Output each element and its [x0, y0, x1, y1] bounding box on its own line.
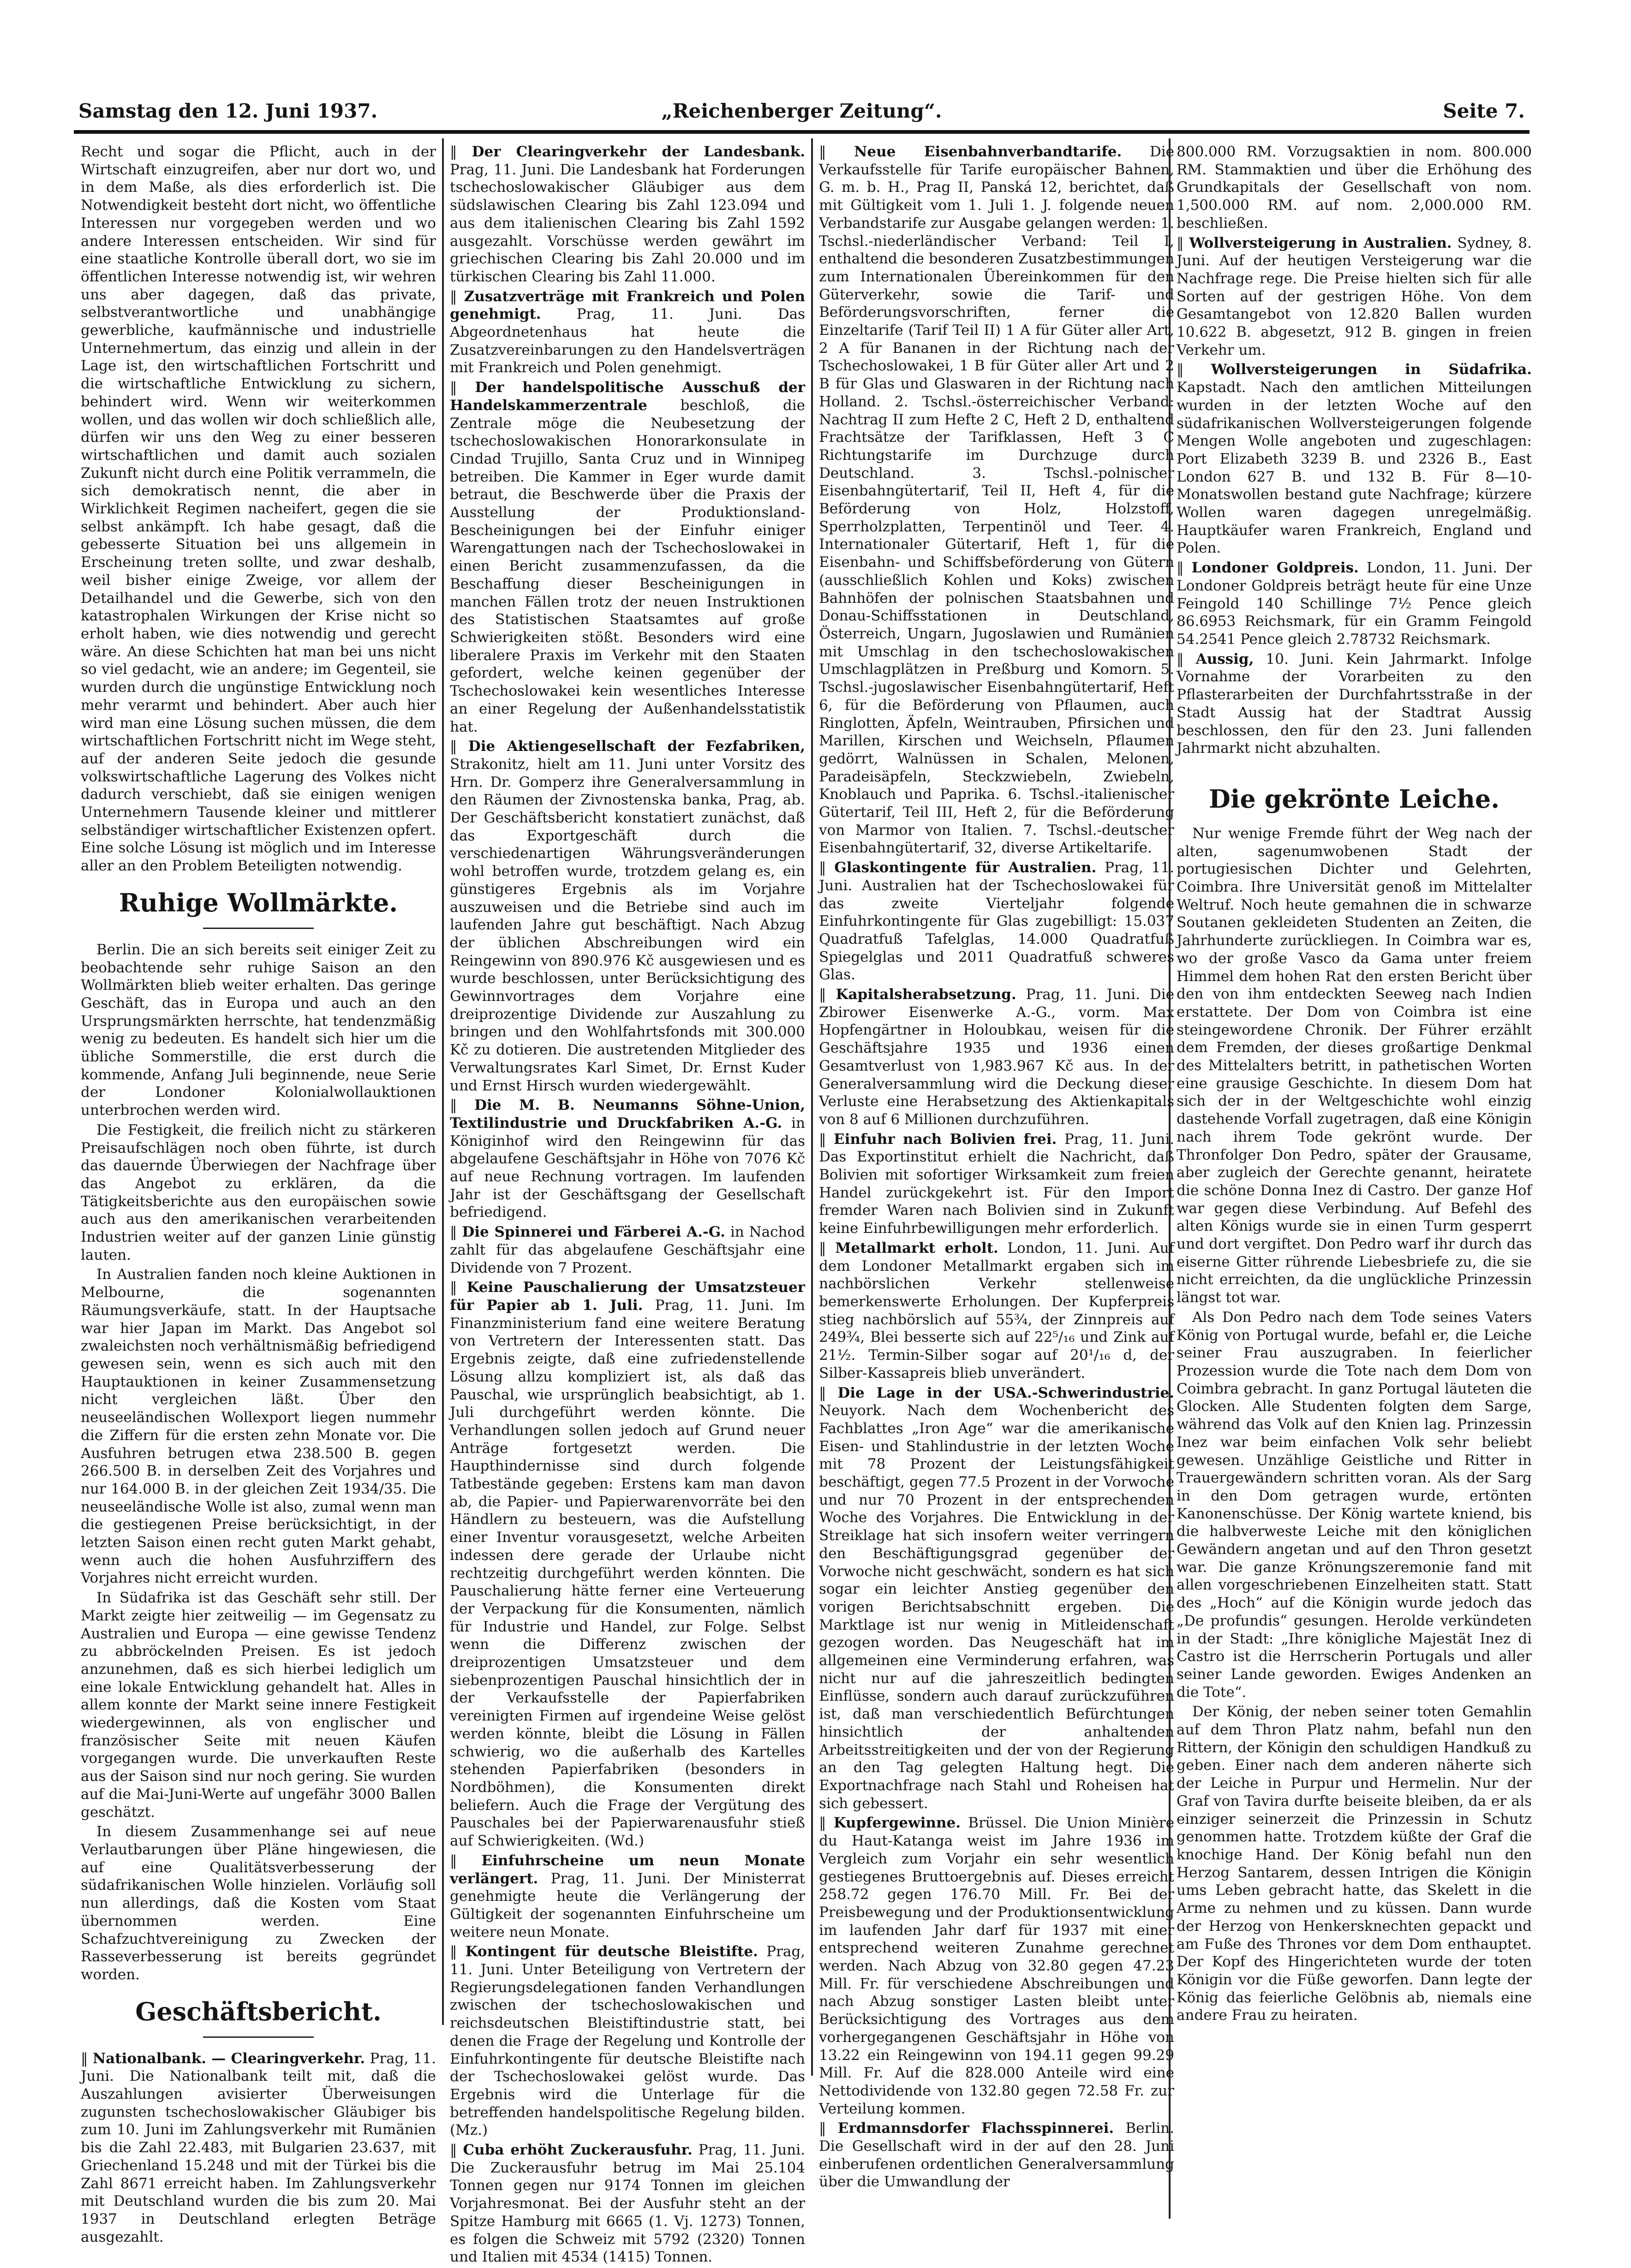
- masthead-rule: [74, 130, 1529, 134]
- news-item: ‖ Wollversteigerungen in Südafrika. Kapstadt. Nach den amtlichen Mitteilungen wurden in der letzten Woche auf den südafrikanischen Wollversteigerungen folgende Mengen Wolle angeboten und zugeschlagen: Port Elizabeth 3239 B. und 2326 B., East London 627 B. und 132 B. Für 8—10-Monatswollen bestand gute Nachfrage; kürzere Wollen waren dagegen unregelmäßig. Hauptkäufer waren Frankreich, England und Polen.: [1177, 361, 1532, 557]
- news-item-heading: Der Clearingverkehr der Landesbank.: [472, 143, 805, 160]
- news-item: ‖ Keine Pauschalierung der Umsatzsteuer für Papier ab 1. Juli. Prag, 11. Juni. Im Finanzministerium fand eine weitere Beratung von Vertretern der Interessenten statt. Das Ergebnis zeigte, daß eine zufriedenstellende Lösung allzu kompliziert ist, als daß das Pauschal, wie ursprünglich beabsichtigt, ab 1. Juli durchgeführt werden könnte. Die Verhandlungen sollen jedoch auf Grund neuer Anträge fortgesetzt werden. Die Haupthindernisse sind durch folgende Tatbestände gegeben: Erstens kam man davon ab, die Papier- und Papierwarenvorräte bei den Händlern zu besteuern, was die Aufstellung einer Inventur vorausgesetzt, welche Arbeiten indessen dere gerade der Urlaube nicht rechtzeitig durchgeführt werden könnten. Die Pauschalierung hätte ferner eine Verteuerung der Verpackung für die Konsumenten, nämlich für Industrie und Handel, zur Folge. Selbst wenn die Differenz zwischen der dreiprozentigen Umsatzsteuer und dem siebenprozentigen Pauschal hinsichtlich der in der Verkaufsstelle der Papierfabriken vereinigten Firmen auf irgendeine Weise gelöst werden könnte, bleibt die Lösung in Fällen schwierig, wo die außerhalb des Kartelles stehenden Papierfabriken (besonders in Nordböhmen), die Konsumenten direkt beliefern. Auch die Frage der Vergütung des Pauschales bei der Papierwarenausfuhr stieß auf Schwierigkeiten. (Wd.): [450, 1279, 805, 1850]
- news-item-text: Prag, 11. Juni. Die Zuckerausfuhr betrug im Mai 25.104 Tonnen gegen nur 9174 Tonnen im gleichen Vorjahresmonat. Bei der Ausfuhr steht an der Spitze Hamburg mit 6665 (1. Vj. 1273) Tonnen, es folgen die Schweiz mit 5792 (2320) Tonnen und Italien mit 4534 (1415) Tonnen.: [450, 2142, 805, 2266]
- news-item: ‖ Kontingent für deutsche Bleistifte. Prag, 11. Juni. Unter Beteiligung von Vertretern der Regierungsdelegationen fanden Verhandlungen zwischen der tschechoslowakischen und reichsdeutschen Bleistiftindustrie statt, bei denen die Frage der Regelung und Kontrolle der Einfuhrkontingente für deutsche Bleistifte nach der Tschechoslowakei gelöst wurde. Das Ergebnis wird die Unterlage für die betreffenden handelspolitische Regelung bilden. (Mz.): [450, 1943, 806, 2139]
- news-item-heading: Die Spinnerei und Färberei A.-G.: [462, 1224, 725, 1241]
- news-item-heading: Die M. B. Neumanns Söhne-Union, Textilindustrie und Druckfabriken A.-G.: [450, 1097, 805, 1131]
- news-item-text: Die Verkaufsstelle für Tarife europäischer Bahnen, G. m. b. H., Prag II, Panská 12, berichtet, daß mit Gültigkeit vom 1. Juli 1. J. folgende neuen Verbandstarife zur Ausgabe gelangen werden: 1. Tschsl.-niederländischer Verband: Teil I, enthaltend die besonderen Zusatzbestimmungen zum Internationalen Übereinkommen für den Güterverkehr, sowie die Tarif- und Beförderungsvorschriften, ferner die Einzeltarife (Tarif Teil II) 1 A für Güter aller Art, 2 A für Bananen in der Richtung nach der Tschechoslowakei, 1 B für Güter aller Art und 2 B für Glas und Glaswaren in der Richtung nach Holland. 2. Tschsl.-österreichischer Verband: Nachtrag II zum Hefte 2 C, Heft 2 D, enthaltend Frachtsätze der Tarifklassen, Heft 3 C Richtungstarife im Durchzuge durch Deutschland. 3. Tschsl.-polnischer Eisenbahngütertarif, Teil II, Heft 4, für die Beförderung von Holz, Holzstoff, Sperrholzplatten, Terpentinöl und Teer. 4. Internationaler Gütertarif, Heft 1, für die Eisenbahn- und Schiffsbeförderung von Gütern (ausschließlich Kohlen und Koks) zwischen Bahnhöfen der polnischen Staatsbahnen und Donau-Schiffsstationen in Deutschland, Österreich, Ungarn, Jugoslawien und Rumänien mit Umschlag in den tschechoslowakischen Umschlagplätzen in Preßburg und Komorn. 5. Tschsl.-jugoslawischer Eisenbahngütertarif, Heft 6, für die Beförderung von Pflaumen, auch Ringlotten, Äpfeln, Weintrauben, Pfirsichen und Marillen, Kirschen und Weichseln, Pflaumen gedörrt, Walnüssen in Schalen, Melonen, Paradeisäpfeln, Steckzwiebeln, Zwiebeln, Knoblauch und Paprika. 6. Tschsl.-italienischer Gütertarif, Teil III, Heft 2, für die Beförderung von Marmor von Italien. 7. Tschsl.-deutscher Eisenbahngütertarif, 32, diverse Artikeltarife.: [819, 143, 1174, 857]
- news-item-text: Prag, 11. Juni. Der Ministerrat genehmigte heute die Verlängerung der Gültigkeit der sogenannten Einfuhrscheine um weitere neun Monate.: [450, 1870, 805, 1941]
- news-item-heading: Einfuhrscheine um neun Monate verlängert.: [450, 1852, 805, 1887]
- news-item-text: Prag, 11. Juni. Australien hat der Tschechoslowakei für das zweite Vierteljahr folgende Einfuhrkontingente für Glas zugebilligt: 15.037 Quadratfuß Tafelglas, 14.000 Quadratfuß Spiegelglas und 2011 Quadratfuß schweres Glas.: [819, 859, 1175, 983]
- column-divider: [811, 138, 813, 2076]
- news-item: ‖ Nationalbank. — Clearingverkehr. Prag, 11. Juni. Die Nationalbank teilt mit, daß die Auszahlungen avisierter Überweisungen zugunsten tschechoslowakischer Gläubiger bis zum 10. Juni im Zahlungsverkehr mit Rumänien bis die Zahl 22.483, mit Bulgarien 23.637, mit Griechenland 15.248 und mit der Türkei bis die Zahl 8671 erreicht haben. Im Zahlungsverkehr mit Deutschland wurden die bis zum 20. Mai 1937 in Deutschland erlegten Beträge ausgezahlt.: [81, 2050, 436, 2245]
- news-item-text: Prag, 11. Juni. Das Exportinstitut erhielt die Nachricht, daß Bolivien mit sofortiger Wirksamkeit zum freien Handel zurückgekehrt ist. Für den Import fremder Waren nach Bolivien sind in Zukunft keine Einfuhrbewilligungen mehr erforderlich.: [819, 1131, 1175, 1237]
- news-item: ‖ Aussig, 10. Juni. Kein Jahrmarkt. Infolge Vornahme der Vorarbeiten zu den Pflasterarbeiten der Durchfahrtsstraße in der Stadt Aussig hat der Stadtrat Aussig beschlossen, den für den 23. Juni fallenden Jahrmarkt nicht abzuhalten.: [1177, 650, 1532, 757]
- news-item-heading: Kupfergewinne.: [833, 1815, 961, 1832]
- column-1: [81, 143, 436, 2248]
- news-item: ‖ Erdmannsdorfer Flachsspinnerei. Berlin. Die Gesellschaft wird in der auf den 28. Juni einberufenen ordentlichen Generalversammlung über die Umwandlung der: [819, 2120, 1174, 2191]
- news-item-text: Strakonitz, hielt am 11. Juni unter Vorsitz des Hrn. Dr. Gomperz ihre Generalversammlung in den Räumen der Zivnostenska banka, Prag, ab. Der Geschäftsbericht konstatiert zunächst, daß das Exportgeschäft durch die verschiedenartigen Währungsveränderungen wohl betroffen wurde, trotzdem gelang es, ein günstigeres Ergebnis als im Vorjahre auszuweisen und die Betriebe sind auch im laufenden Jahre gut beschäftigt. Nach Abzug der üblichen Abschreibungen wird ein Reingewinn von 890.976 Kč ausgewiesen und es wurde beschlossen, unter Berücksichtigung des Gewinnvortrages dem Vorjahre eine dreiprozentige Dividende zur Auszahlung zu bringen und den Wohlfahrtsfonds mit 300.000 Kč zu dotieren. Die austretenden Mitglieder des Verwaltungsrates Karl Simet, Dr. Ernst Kuder und Ernst Hirsch wurden wiedergewählt.: [450, 756, 805, 1094]
- column-4: [1177, 143, 1532, 2026]
- news-item-text: beschloß, die Zentrale möge die Neubesetzung der tschechoslowakischen Honorarkonsulate in Cindad Trujillo, Santa Cruz und in Winnipeg betreiben. Die Kammer in Eger wurde damit betraut, die Beschwerde über die Praxis der Ausstellung der Produktionsland-Bescheinigungen bei der Einfuhr einiger Warengattungen nach der Tschechoslowakei in einen Bericht zusammenzufassen, da die Beschaffung dieser Bescheinigungen in manchen Fällen trotz der neuen Instruktionen des Statistischen Staatsamtes auf große Schwierigkeiten stößt. Besonders wird eine liberalere Praxis im Verkehr mit den Staaten gefordert, welche keinen gegenüber der Tschechoslowakei kein wesentliches Interesse an einer Regelung der Außenhandelsstatistik hat.: [450, 397, 805, 735]
- news-item: ‖ Der handelspolitische Ausschuß der Handelskammerzentrale beschloß, die Zentrale möge die Neubesetzung der tschechoslowakischen Honorarkonsulate in Cindad Trujillo, Santa Cruz und in Winnipeg betreiben. Die Kammer in Eger wurde damit betraut, die Beschwerde über die Praxis der Ausstellung der Produktionsland-Bescheinigungen bei der Einfuhr einiger Warengattungen nach der Tschechoslowakei in einen Bericht zusammenzufassen, da die Beschaffung dieser Bescheinigungen in manchen Fällen trotz der neuen Instruktionen des Statistischen Staatsamtes auf große Schwierigkeiten stößt. Besonders wird eine liberalere Praxis im Verkehr mit den Staaten gefordert, welche keinen gegenüber der Tschechoslowakei kein wesentliches Interesse an einer Regelung der Außenhandelsstatistik hat.: [450, 379, 805, 735]
- news-item-heading: Erdmannsdorfer Flachsspinnerei.: [837, 2120, 1114, 2137]
- news-item: ‖ Einfuhrscheine um neun Monate verlängert. Prag, 11. Juni. Der Ministerrat genehmigte heute die Verlängerung der Gültigkeit der sogenannten Einfuhrscheine um weitere neun Monate.: [450, 1852, 805, 1941]
- news-item: ‖ Kupfergewinne. Brüssel. Die Union Minière du Haut-Katanga weist im Jahre 1936 im Vergleich zum Vorjahr ein sehr wesentlich gestiegenes Bruttoergebnis auf. Dieses erreicht 258.72 gegen 176.70 Mill. Fr. Bei der Preisbewegung und der Produktionsentwicklung im laufenden Jahr darf für 1937 mit einer entsprechend weiteren Zunahme gerechnet werden. Nach Abzug von 32.80 gegen 47.23 Mill. Fr. für verschiedene Abschreibungen und nach Abzug sonstiger Lasten bleibt unter Berücksichtigung des Vortrages aus dem vorhergegangenen Geschäftsjahr in Höhe von 13.22 ein Reingewinn von 194.11 gegen 99.29 Mill. Fr. Auf die 828.000 Anteile wird eine Nettodividende von 132.80 gegen 72.58 Fr. zur Verteilung kommen.: [819, 1815, 1175, 2117]
- news-item-heading: Einfuhr nach Bolivien frei.: [833, 1131, 1057, 1148]
- news-item-text: Prag, 11. Juni. Unter Beteiligung von Vertretern der Regierungsdelegationen fanden Verhandlungen zwischen der tschechoslowakischen und reichsdeutschen Bleistiftindustrie statt, bei denen die Frage der Regelung und Kontrolle der Einfuhrkontingente für deutsche Bleistifte nach der Tschechoslowakei gelöst wurde. Das Ergebnis wird die Unterlage für die betreffenden handelspolitische Regelung bilden. (Mz.): [450, 1943, 806, 2139]
- column-divider: [442, 138, 444, 2025]
- news-item-text: Berlin. Die Gesellschaft wird in der auf den 28. Juni einberufenen ordentlichen Generalversammlung über die Umwandlung der: [819, 2120, 1174, 2191]
- news-item: ‖ Glaskontingente für Australien. Prag, 11. Juni. Australien hat der Tschechoslowakei für das zweite Vierteljahr folgende Einfuhrkontingente für Glas zugebilligt: 15.037 Quadratfuß Tafelglas, 14.000 Quadratfuß Spiegelglas und 2011 Quadratfuß schweres Glas.: [819, 859, 1175, 983]
- news-item-heading: Zusatzverträge mit Frankreich und Polen genehmigt.: [450, 288, 805, 323]
- newspaper-title: „Reichenberger Zeitung“.: [661, 100, 942, 122]
- story-paragraph: Nur wenige Fremde führt der Weg nach der alten, sagenumwobenen Stadt der portugiesischen Dichter und Gelehrten, Coimbra. Ihre Universität genoß im Mittelalter Weltruf. Noch heute gemahnen die in schwarze Soutanen gekleideten Studenten an Zeiten, die Jahrhunderte zurückliegen. In Coimbra war es, wo der große Vasco da Gama unter freiem Himmel dem hohen Rat den ersten Bericht über den von ihm entdeckten Seeweg nach Indien erstattete. Der Dom von Coimbra ist eine steingewordene Chronik. Der Führer erzählt dem Fremden, der dieses großartige Denkmal des Mittelalters betritt, in pathetischen Worten eine grausige Geschichte. In diesem Dom hat sich der in der Weltgeschichte wohl einzig dastehende Vorfall zugetragen, daß eine Königin nach ihrem Tode gekrönt wurde. Der Thronfolger Don Pedro, später der Grausame, aber zugleich der Gerechte genannt, heiratete die schöne Donna Inez di Castro. Der ganze Hof war gegen diese Verbindung. Auf Befehl des alten Königs wurde sie in einen Turm gesperrt und dort vergiftet. Don Pedro warf ihr durch das eiserne Gitter rührende Liebesbriefe zu, die sie nicht erreichten, da die unglückliche Prinzessin längst tot war.: [1177, 825, 1532, 1306]
- news-item-heading: Der handelspolitische Ausschuß der Handelskammerzentrale: [450, 379, 805, 414]
- news-item: ‖ Der Clearingverkehr der Landesbank. Prag, 11. Juni. Die Landesbank hat Forderungen tschechoslowakischer Gläubiger aus dem südslawischen Clearing bis Zahl 123.094 und aus dem italienischen Clearing bis Zahl 1592 ausgezahlt. Vorschüsse werden gewährt im griechischen Clearing bis Zahl 20.000 und im türkischen Clearing bis Zahl 11.000.: [450, 143, 805, 285]
- news-item-text: Brüssel. Die Union Minière du Haut-Katanga weist im Jahre 1936 im Vergleich zum Vorjahr ein sehr wesentlich gestiegenes Bruttoergebnis auf. Dieses erreicht 258.72 gegen 176.70 Mill. Fr. Bei der Preisbewegung und der Produktionsentwicklung im laufenden Jahr darf für 1937 mit einer entsprechend weiteren Zunahme gerechnet werden. Nach Abzug von 32.80 gegen 47.23 Mill. Fr. für verschiedene Abschreibungen und nach Abzug sonstiger Lasten bleibt unter Berücksichtigung des Vortrages aus dem vorhergegangenen Geschäftsjahr in Höhe von 13.22 ein Reingewinn von 194.11 gegen 99.29 Mill. Fr. Auf die 828.000 Anteile wird eine Nettodividende von 132.80 gegen 72.58 Fr. zur Verteilung kommen.: [819, 1815, 1175, 2117]
- news-item: ‖ Die Aktiengesellschaft der Fezfabriken, Strakonitz, hielt am 11. Juni unter Vorsitz des Hrn. Dr. Gomperz ihre Generalversammlung in den Räumen der Zivnostenska banka, Prag, ab. Der Geschäftsbericht konstatiert zunächst, daß das Exportgeschäft durch die verschiedenartigen Währungsveränderungen wohl betroffen wurde, trotzdem gelang es, ein günstigeres Ergebnis als im Vorjahre auszuweisen und die Betriebe sind auch im laufenden Jahre gut beschäftigt. Nach Abzug der üblichen Abschreibungen wird ein Reingewinn von 890.976 Kč ausgewiesen und es wurde beschlossen, unter Berücksichtigung des Gewinnvortrages dem Vorjahre eine dreiprozentige Dividende zur Auszahlung zu bringen und den Wohlfahrtsfonds mit 300.000 Kč zu dotieren. Die austretenden Mitglieder des Verwaltungsrates Karl Simet, Dr. Ernst Kuder und Ernst Hirsch wurden wiedergewählt.: [450, 738, 805, 1094]
- news-item-text: 10. Juni. Kein Jahrmarkt. Infolge Vornahme der Vorarbeiten zu den Pflasterarbeiten der Durchfahrtsstraße in der Stadt Aussig hat der Stadtrat Aussig beschlossen, den für den 23. Juni fallenden Jahrmarkt nicht abzuhalten.: [1177, 650, 1532, 757]
- news-item-heading: Glaskontingente für Australien.: [834, 859, 1097, 876]
- news-item: ‖ Die Lage in der USA.-Schwerindustrie. Neuyork. Nach dem Wochenbericht des Fachblattes „Iron Age“ war die amerikanische Eisen- und Stahlindustrie in der letzten Woche mit 78 Prozent der Leistungsfähigkeit beschäftigt, gegen 77.5 Prozent in der Vorwoche und nur 70 Prozent in der entsprechenden Woche des Vorjahres. Die Entwicklung in der Streiklage hat sich insofern weiter verringern den Beschäftigungsgrad gegenüber der Vorwoche nicht geschwächt, sondern es hat sich sogar ein leichter Anstieg gegenüber den vorigen Berichtsabschnitt ergeben. Die Marktlage ist nur wenig in Mitleidenschaft gezogen worden. Das Neugeschäft hat im allgemeinen eine Verminderung erfahren, was nicht nur auf die jahreszeitlich bedingten Einflüsse, sondern auch darauf zurückzuführen ist, daß man verschiedentlich Befürchtungen hinsichtlich der anhaltenden Arbeitsstreitigkeiten und der von der Regierung an den Tag gelegten Haltung hegt. Die Exportnachfrage nach Stahl und Roheisen hat sich gebessert.: [819, 1384, 1174, 1812]
- article-continuation: 800.000 RM. Vorzugsaktien in nom. 800.000 RM. Stammaktien und über die Erhöhung des Grundkapitals der Gesellschaft von nom. 1,500.000 RM. auf nom. 2,000.000 RM. beschließen.: [1177, 143, 1532, 232]
- news-item-heading: Neue Eisenbahnverbandtarife.: [854, 143, 1122, 160]
- news-item-heading: Wollversteigerungen in Südafrika.: [1211, 361, 1532, 378]
- news-item: ‖ Zusatzverträge mit Frankreich und Polen genehmigt. Prag, 11. Juni. Das Abgeordnetenhaus hat heute die Zusatzvereinbarungen zu den Handelsverträgen mit Frankreich und Polen genehmigt.: [450, 288, 806, 376]
- story-paragraph: Der König, der neben seiner toten Gemahlin auf dem Thron Platz nahm, befahl nun den Rittern, der Königin den schuldigen Handkuß zu geben. Einer nach dem anderen näherte sich der Leiche in Purpur und Hermelin. Nur der Graf von Tavira durfte beiseite bleiben, da er als einziger seinerzeit die Prinzessin in Schutz genommen hatte. Trotzdem küßte der Graf die knochige Hand. Der König befahl nun den Herzog Santarem, dessen Intrigen die Königin ums Leben gebracht hatte, das Skelett in die Arme zu nehmen und zu küssen. Dann wurde der Herzog von Henkersknechten gepackt und am Fuße des Thrones vor dem Dom enthauptet. Der Kopf des Hingerichteten wurde der toten Königin vor die Füße geworfen. Dann legte der König das feierliche Gelöbnis ab, niemals eine andere Frau zu heiraten.: [1177, 1703, 1532, 2024]
- news-item-heading: Cuba erhöht Zuckerausfuhr.: [463, 2142, 693, 2159]
- paragraph: In Australien fanden noch kleine Auktionen in Melbourne, die sogenannten Räumungsverkäufe, statt. In der Hauptsache war hier Japan im Markt. Das Angebot sol zwaleichsten noch verhältnismäßig befriedigend gewesen sein, wenn es sich auch mit den Hauptauktionen in keiner Zusammensetzung nicht vergleichen läßt. Über den neuseeländischen Wollexport liegen nummehr die Ziffern für die ersten zehn Monate vor. Die Ausfuhren betrugen etwa 238.500 B. gegen 266.500 B. in derselben Zeit des Vorjahres und nur 164.000 B. in der gleichen Zeit 1934/35. Die neuseeländische Wolle ist also, zumal wenn man die gestiegenen Preise berücksichtigt, in der letzten Saison einen recht guten Markt gehabt, wenn auch die hohen Ausfuhrziffern des Vorjahres nicht erreicht wurden.: [81, 1266, 436, 1587]
- article-continuation: Recht und sogar die Pflicht, auch in der Wirtschaft einzugreifen, aber nur dort wo, und in dem Maße, als dies erforderlich ist. Die Notwendigkeit besteht dort nicht, wo öffentliche Interessen nur vorgegeben werden und wo andere Interessen entscheiden. Wir sind für eine staatliche Kontrolle überall dort, wo sie im öffentlichen Interesse notwendig ist, wir wehren uns aber dagegen, daß das private, selbstverantwortliche und unabhängige gewerbliche, kaufmännische und industrielle Unternehmertum, das einzig und allein in der Lage ist, den wirtschaftlichen Fortschritt und die wirtschaftliche Entwicklung zu sichern, behindert wird. Wenn wir weiterkommen wollen, und das wollen wir doch schließlich alle, dürfen wir uns den Weg zu einer besseren wirtschaftlichen und damit auch sozialen Zukunft nicht durch eine Politik verrammeln, die sich demokratisch nennt, die aber in Wirklichkeit Regimen nacheifert, gegen die sie selbst ankämpft. Ich habe gesagt, daß die gebesserte Situation bei uns allgemein in Erscheinung treten sollte, und zwar deshalb, weil bisher einige Zweige, vor allem der Detailhandel und die Gewerbe, sich von den katastrophalen Wirkungen der Krise nicht so erholt haben, wie dies notwendig und gerecht wäre. An diese Schichten hat man bei uns nicht so viel gedacht, wie an andere; im Gegenteil, sie wurden durch die ungünstige Entwicklung noch mehr verarmt und behindert. Aber auch hier wird man eine Lösung suchen müssen, die dem wirtschaftlichen Fortschritt nicht im Wege steht, auf der anderen Seite jedoch die gesunde volkswirtschaftliche Lagerung des Volkes nicht dadurch verschiebt, daß sie einigen wenigen Unternehmern Tausende kleiner und mittlerer selbständiger wirtschaftlicher Existenzen opfert. Eine solche Lösung ist möglich und im Interesse aller an den Problem Beteiligten notwendig.: [81, 143, 436, 875]
- issue-date: Samstag den 12. Juni 1937.: [78, 100, 378, 122]
- news-item-text: in Königinhof wird den Reingewinn für das abgelaufene Geschäftsjahr in Höhe von 7076 Kč auf neue Rechnung vortragen. Im laufenden Jahr ist der Geschäftsgang der Gesellschaft befriedigend.: [450, 1114, 806, 1221]
- news-item: ‖ Wollversteigerung in Australien. Sydney, 8. Juni. Auf der heutigen Versteigerung war die Nachfrage rege. Die Preise hielten sich für alle Sorten auf der gestrigen Höhe. Von dem Gesamtangebot von 12.820 Ballen wurden 10.622 B. abgesetzt, 912 B. gingen in freien Verkehr um.: [1177, 234, 1532, 358]
- news-item-text: Prag, 11. Juni. Das Abgeordnetenhaus hat heute die Zusatzvereinbarungen zu den Handelsverträgen mit Frankreich und Polen genehmigt.: [450, 306, 806, 376]
- news-item-heading: Die Aktiengesellschaft der Fezfabriken,: [468, 738, 805, 755]
- masthead: [74, 92, 1529, 129]
- news-item-heading: Aussig,: [1195, 650, 1254, 667]
- news-item-text: London, 11. Juni. Der Londoner Goldpreis beträgt heute für eine Unze Feingold 140 Schillinge 7½ Pence gleich 86.6953 Reichsmark, für ein Gramm Feingold 54.2541 Pence gleich 2.78732 Reichsmark.: [1177, 560, 1532, 648]
- page-number: Seite 7.: [1443, 100, 1525, 122]
- paragraph: Berlin. Die an sich bereits seit einiger Zeit zu beobachtende sehr ruhige Saison an den Wollmärkten blieb weiter erhalten. Das geringe Geschäft, das in Europa und auch an den Ursprungsmärkten herrschte, hat tendenzmäßig wenig zu bedeuten. Es handelt sich hier um die übliche Sommerstille, die erst durch die kommende, Anfang Juli beginnende, neue Serie der Londoner Kolonialwollauktionen unterbrochen werden wird.: [81, 941, 436, 1119]
- column-3: [819, 143, 1174, 2193]
- news-item: ‖ Londoner Goldpreis. London, 11. Juni. Der Londoner Goldpreis beträgt heute für eine Unze Feingold 140 Schillinge 7½ Pence gleich 86.6953 Reichsmark, für ein Gramm Feingold 54.2541 Pence gleich 2.78732 Reichsmark.: [1177, 560, 1532, 648]
- news-item-heading: Wollversteigerung in Australien.: [1189, 234, 1452, 251]
- story-paragraph: Als Don Pedro nach dem Tode seines Vaters König von Portugal wurde, befahl er, die Leiche seiner Frau auszugraben. In feierlicher Prozession wurde die Tote nach dem Dom von Coimbra gebracht. In ganz Portugal läuteten die Glocken. Alle Studenten folgten dem Sarge, während das Volk auf den Knien lag. Prinzessin Inez war beim einfachen Volk sehr beliebt gewesen. Unzählige Geistliche und Ritter in Trauergewändern schritten voran. Als der Sarg in den Dom getragen wurde, ertönten Kanonenschüsse. Der König wartete kniend, bis die halbverweste Leiche mit den königlichen Gewändern angetan und auf den Thron gesetzt war. Die ganze Krönungszeremonie fand mit allen vorgeschriebenen Einzelheiten statt. Statt des „Hoch“ auf die Königin wurde jedoch das „De profundis“ gesungen. Herolde verkündeten in der Stadt: „Ihre königliche Majestät Inez di Castro ist die Herrscherin Portugals und aller seiner Lande geworden. Ewiges Andenken an die Tote“.: [1177, 1309, 1532, 1701]
- news-item-text: in Nachod zahlt für das abgelaufene Geschäftsjahr eine Dividende von 7 Prozent.: [450, 1224, 805, 1276]
- news-item-text: Kapstadt. Nach den amtlichen Mitteilungen wurden in der letzten Woche auf den südafrikanischen Wollversteigerungen folgende Mengen Wolle angeboten und zugeschlagen: Port Elizabeth 3239 B. und 2326 B., East London 627 B. und 132 B. Für 8—10-Monatswollen bestand gute Nachfrage; kürzere Wollen waren dagegen unregelmäßig. Hauptkäufer waren Frankreich, England und Polen.: [1177, 379, 1532, 557]
- news-item-text: London, 11. Juni. Auf dem Londoner Metallmarkt ergaben sich im nachbörslichen Verkehr stellenweise bemerkenswerte Erholungen. Der Kupferpreis stieg nachbörslich auf 55¾, der Zinnpreis auf 249¾, Blei besserte sich auf 22⁵/₁₆ und Zink auf 21½. Termin-Silber sogar auf 20¹/₁₆ d, der Silber-Kassapreis blieb unverändert.: [819, 1239, 1175, 1381]
- news-item: ‖ Neue Eisenbahnverbandtarife. Die Verkaufsstelle für Tarife europäischer Bahnen, G. m. b. H., Prag II, Panská 12, berichtet, daß mit Gültigkeit vom 1. Juli 1. J. folgende neuen Verbandstarife zur Ausgabe gelangen werden: 1. Tschsl.-niederländischer Verband: Teil I, enthaltend die besonderen Zusatzbestimmungen zum Internationalen Übereinkommen für den Güterverkehr, sowie die Tarif- und Beförderungsvorschriften, ferner die Einzeltarife (Tarif Teil II) 1 A für Güter aller Art, 2 A für Bananen in der Richtung nach der Tschechoslowakei, 1 B für Güter aller Art und 2 B für Glas und Glaswaren in der Richtung nach Holland. 2. Tschsl.-österreichischer Verband: Nachtrag II zum Hefte 2 C, Heft 2 D, enthaltend Frachtsätze der Tarifklassen, Heft 3 C Richtungstarife im Durchzuge durch Deutschland. 3. Tschsl.-polnischer Eisenbahngütertarif, Teil II, Heft 4, für die Beförderung von Holz, Holzstoff, Sperrholzplatten, Terpentinöl und Teer. 4. Internationaler Gütertarif, Heft 1, für die Eisenbahn- und Schiffsbeförderung von Gütern (ausschließlich Kohlen und Koks) zwischen Bahnhöfen der polnischen Staatsbahnen und Donau-Schiffsstationen in Deutschland, Österreich, Ungarn, Jugoslawien und Rumänien mit Umschlag in den tschechoslowakischen Umschlagplätzen in Preßburg und Komorn. 5. Tschsl.-jugoslawischer Eisenbahngütertarif, Heft 6, für die Beförderung von Pflaumen, auch Ringlotten, Äpfeln, Weintrauben, Pfirsichen und Marillen, Kirschen und Weichseln, Pflaumen gedörrt, Walnüssen in Schalen, Melonen, Paradeisäpfeln, Steckzwiebeln, Zwiebeln, Knoblauch und Paprika. 6. Tschsl.-italienischer Gütertarif, Teil III, Heft 2, für die Beförderung von Marmor von Italien. 7. Tschsl.-deutscher Eisenbahngütertarif, 32, diverse Artikeltarife.: [819, 143, 1174, 857]
- paragraph: In Südafrika ist das Geschäft sehr still. Der Markt zeigte hier zeitweilig — im Gegensatz zu Australien und Europa — eine gewisse Tendenz zu abbröckelnden Preisen. Es ist jedoch anzunehmen, daß es sich hierbei lediglich um eine lokale Entwicklung gehandelt hat. Alles in allem konnte der Markt seine innere Festigkeit wiedergewinnen, als von englischer und französischer Seite mit neuen Käufen vorgegangen wurde. Die unverkauften Reste aus der Saison sind nur noch gering. Sie wurden auf die Mai-Juni-Werte auf ungefähr 3000 Ballen geschätzt.: [81, 1589, 436, 1821]
- news-item: ‖ Die Spinnerei und Färberei A.-G. in Nachod zahlt für das abgelaufene Geschäftsjahr eine Dividende von 7 Prozent.: [450, 1224, 805, 1276]
- news-item-text: Prag, 11. Juni. Im Finanzministerium fand eine weitere Beratung von Vertretern der Interessenten statt. Das Ergebnis zeigte, daß eine zufriedenstellende Lösung allzu kompliziert ist, als daß das Pauschal, wie ursprünglich beabsichtigt, ab 1. Juli durchgeführt werden könnte. Die Verhandlungen sollen jedoch auf Grund neuer Anträge fortgesetzt werden. Die Haupthindernisse sind durch folgende Tatbestände gegeben: Erstens kam man davon ab, die Papier- und Papierwarenvorräte bei den Händlern zu besteuern, was die Aufstellung einer Inventur vorausgesetzt, welche Arbeiten indessen dere gerade der Urlaube nicht rechtzeitig durchgeführt werden könnten. Die Pauschalierung hätte ferner eine Verteuerung der Verpackung für die Konsumenten, nämlich für Industrie und Handel, zur Folge. Selbst wenn die Differenz zwischen der dreiprozentigen Umsatzsteuer und dem siebenprozentigen Pauschal hinsichtlich der in der Verkaufsstelle der Papierfabriken vereinigten Firmen auf irgendeine Weise gelöst werden könnte, bleibt die Lösung in Fällen schwierig, wo die außerhalb des Kartelles stehenden Papierfabriken (besonders in Nordböhmen), die Konsumenten direkt beliefern. Auch die Frage der Vergütung des Pauschales bei der Papierwarenausfuhr stieß auf Schwierigkeiten. (Wd.): [450, 1297, 805, 1850]
- news-item: ‖ Kapitalsherabsetzung. Prag, 11. Juni. Die Zbirower Eisenwerke A.-G., vorm. Max Hopfengärtner in Holoubkau, weisen für die Geschäftsjahre 1935 und 1936 einen Gesamtverlust von 1,983.967 Kč aus. In der Generalversammlung wird die Deckung dieser Verluste eine Herabsetzung des Aktienkapitals von 8 auf 6 Millionen durchzuführen.: [819, 986, 1174, 1128]
- news-item-text: Neuyork. Nach dem Wochenbericht des Fachblattes „Iron Age“ war die amerikanische Eisen- und Stahlindustrie in der letzten Woche mit 78 Prozent der Leistungsfähigkeit beschäftigt, gegen 77.5 Prozent in der Vorwoche und nur 70 Prozent in der entsprechenden Woche des Vorjahres. Die Entwicklung in der Streiklage hat sich insofern weiter verringern den Beschäftigungsgrad gegenüber der Vorwoche nicht geschwächt, sondern es hat sich sogar ein leichter Anstieg gegenüber den vorigen Berichtsabschnitt ergeben. Die Marktlage ist nur wenig in Mitleidenschaft gezogen worden. Das Neugeschäft hat im allgemeinen eine Verminderung erfahren, was nicht nur auf die jahreszeitlich bedingten Einflüsse, sondern auch darauf zurückzuführen ist, daß man verschiedentlich Befürchtungen hinsichtlich der anhaltenden Arbeitsstreitigkeiten und der von der Regierung an den Tag gelegten Haltung hegt. Die Exportnachfrage nach Stahl und Roheisen hat sich gebessert.: [819, 1402, 1174, 1812]
- news-item-text: Sydney, 8. Juni. Auf der heutigen Versteigerung war die Nachfrage rege. Die Preise hielten sich für alle Sorten auf der gestrigen Höhe. Von dem Gesamtangebot von 12.820 Ballen wurden 10.622 B. abgesetzt, 912 B. gingen in freien Verkehr um.: [1177, 234, 1532, 358]
- headline-wollmaerkte: Ruhige Wollmärkte.: [81, 889, 436, 929]
- news-item-heading: Nationalbank. — Clearingverkehr.: [92, 2050, 365, 2067]
- news-item: ‖ Die M. B. Neumanns Söhne-Union, Textilindustrie und Druckfabriken A.-G. in Königinhof wird den Reingewinn für das abgelaufene Geschäftsjahr in Höhe von 7076 Kč auf neue Rechnung vortragen. Im laufenden Jahr ist der Geschäftsgang der Gesellschaft befriedigend.: [450, 1097, 806, 1221]
- news-item: ‖ Einfuhr nach Bolivien frei. Prag, 11. Juni. Das Exportinstitut erhielt die Nachricht, daß Bolivien mit sofortiger Wirksamkeit zum freien Handel zurückgekehrt ist. Für den Import fremder Waren nach Bolivien sind in Zukunft keine Einfuhrbewilligungen mehr erforderlich.: [819, 1131, 1175, 1237]
- news-item-heading: Kontingent für deutsche Bleistifte.: [465, 1943, 758, 1960]
- news-item-heading: Metallmarkt erholt.: [835, 1239, 998, 1256]
- news-item-text: Prag, 11. Juni. Die Zbirower Eisenwerke A.-G., vorm. Max Hopfengärtner in Holoubkau, weisen für die Geschäftsjahre 1935 und 1936 einen Gesamtverlust von 1,983.967 Kč aus. In der Generalversammlung wird die Deckung dieser Verluste eine Herabsetzung des Aktienkapitals von 8 auf 6 Millionen durchzuführen.: [819, 986, 1174, 1128]
- column-2: [450, 143, 805, 2268]
- headline-geschaeftsbericht: Geschäftsbericht.: [81, 1998, 436, 2038]
- news-item-heading: Die Lage in der USA.-Schwerindustrie.: [837, 1384, 1174, 1401]
- news-item: ‖ Metallmarkt erholt. London, 11. Juni. Auf dem Londoner Metallmarkt ergaben sich im nachbörslichen Verkehr stellenweise bemerkenswerte Erholungen. Der Kupferpreis stieg nachbörslich auf 55¾, der Zinnpreis auf 249¾, Blei besserte sich auf 22⁵/₁₆ und Zink auf 21½. Termin-Silber sogar auf 20¹/₁₆ d, der Silber-Kassapreis blieb unverändert.: [819, 1239, 1175, 1381]
- news-item-heading: Keine Pauschalierung der Umsatzsteuer für Papier ab 1. Juli.: [450, 1279, 805, 1314]
- news-item-heading: Kapitalsherabsetzung.: [836, 986, 1016, 1003]
- paragraph: In diesem Zusammenhange sei auf neue Verlautbarungen über Pläne hingewiesen, die auf eine Qualitätsverbesserung der südafrikanischen Wolle hinzielen. Vorläufig soll nun allerdings, daß die Kosten vom Staat übernommen werden. Eine Schafzuchtvereinigung zu Zwecken der Rasseverbesserung ist bereits gegründet worden.: [81, 1823, 436, 1983]
- headline-gekroente-leiche: Die gekrönte Leiche.: [1209, 784, 1500, 814]
- news-item-heading: Londoner Goldpreis.: [1191, 560, 1359, 577]
- news-item-text: Prag, 11. Juni. Die Landesbank hat Forderungen tschechoslowakischer Gläubiger aus dem südslawischen Clearing bis Zahl 123.094 und aus dem italienischen Clearing bis Zahl 1592 ausgezahlt. Vorschüsse werden gewährt im griechischen Clearing bis Zahl 20.000 und im türkischen Clearing bis Zahl 11.000.: [450, 161, 805, 285]
- news-item: ‖ Cuba erhöht Zuckerausfuhr. Prag, 11. Juni. Die Zuckerausfuhr betrug im Mai 25.104 Tonnen gegen nur 9174 Tonnen im gleichen Vorjahresmonat. Bei der Ausfuhr steht an der Spitze Hamburg mit 6665 (1. Vj. 1273) Tonnen, es folgen die Schweiz mit 5792 (2320) Tonnen und Italien mit 4534 (1415) Tonnen.: [450, 2142, 805, 2266]
- paragraph: Die Festigkeit, die freilich nicht zu stärkeren Preisaufschlägen noch oben führte, ist durch das dauernde Überwiegen der Nachfrage über das Angebot zu erklären, da die Tätigkeitsberichte aus den europäischen sowie auch aus den amerikanischen verarbeitenden Industrien weiter auf der ganzen Linie günstig lauten.: [81, 1121, 436, 1263]
- news-item-text: Prag, 11. Juni. Die Nationalbank teilt mit, daß die Auszahlungen avisierter Überweisungen zugunsten tschechoslowakischer Gläubiger bis zum 10. Juni im Zahlungsverkehr mit Rumänien bis die Zahl 22.483, mit Bulgarien 23.637, mit Griechenland 15.248 und mit der Türkei bis die Zahl 8671 erreicht haben. Im Zahlungsverkehr mit Deutschland wurden die bis zum 20. Mai 1937 in Deutschland erlegten Beträge ausgezahlt.: [81, 2050, 436, 2245]
